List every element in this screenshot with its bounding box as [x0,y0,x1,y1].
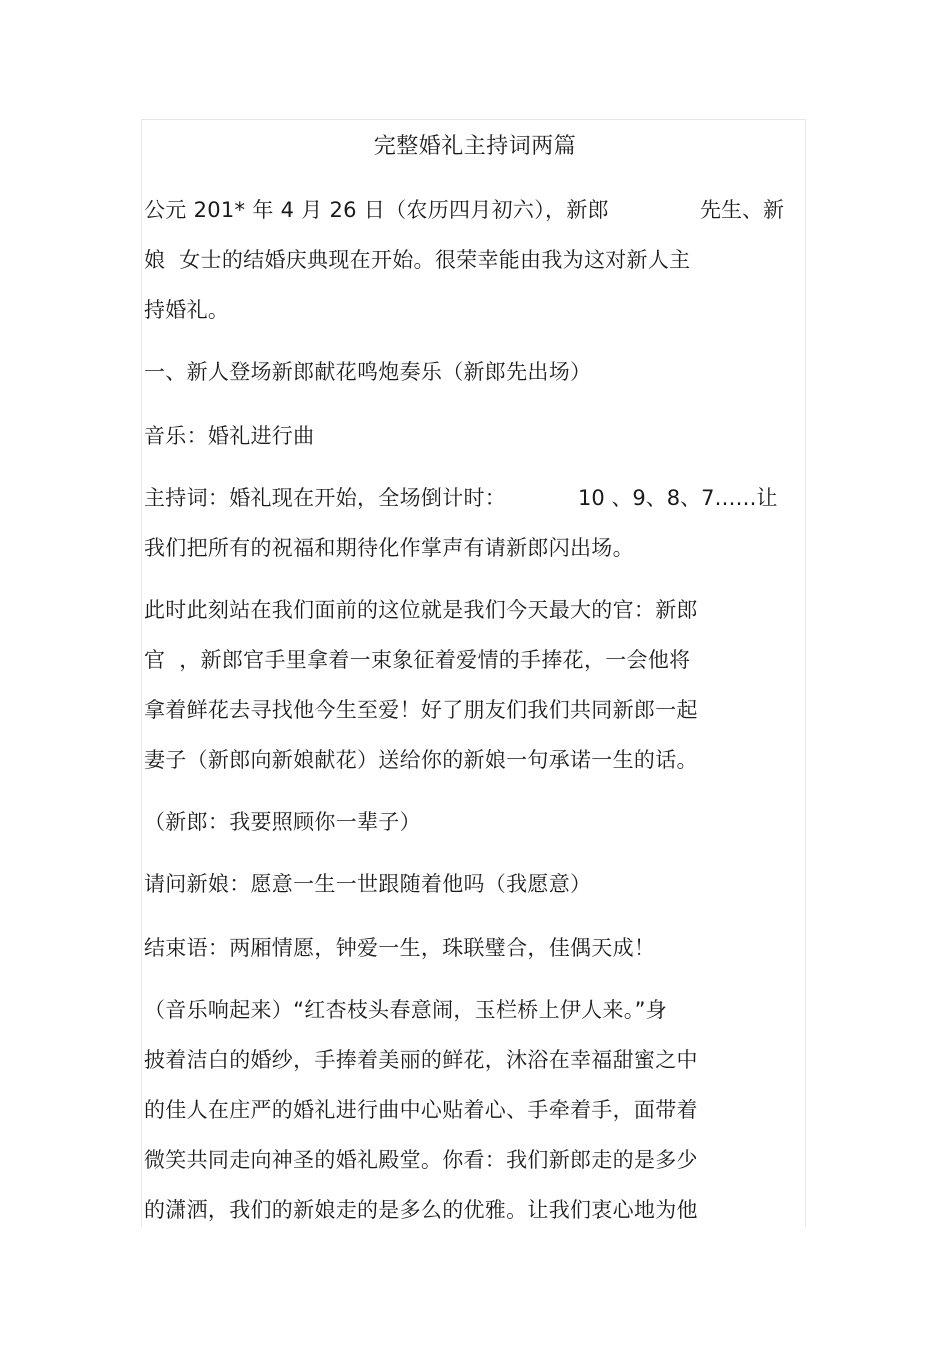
music-paragraph-line-4: 微笑共同走向神圣的婚礼殿堂。你看：我们新郎走的是多少 [144,1148,698,1172]
music-paragraph-line-5: 的潇洒，我们的新娘走的是多么的优雅。让我们衷心地为他 [144,1198,698,1222]
intro-line-1b: 先生、新 [700,198,784,222]
music-paragraph-line-3: 的佳人在庄严的婚礼进行曲中心贴着心、手牵着手，面带着 [144,1098,698,1122]
intro-line-1a: 公元 201* 年 4 月 26 日（农历四月初六），新郎 [144,198,609,222]
host-words-line-2: 我们把所有的祝福和期待化作掌声有请新郎闪出场。 [144,536,634,560]
document-title: 完整婚礼主持词两篇 [373,134,577,159]
intro-line-3: 持婚礼。 [144,298,230,322]
groom-paragraph-line-2: 官 ，新郎官手里拿着一束象征着爱情的手捧花，一会他将 [144,648,691,672]
intro-line-2: 娘 女士的结婚庆典现在开始。很荣幸能由我为这对新人主 [144,248,691,272]
music-line: 音乐：婚礼进行曲 [144,424,315,448]
music-paragraph-line-2: 披着洁白的婚纱，手捧着美丽的鲜花，沐浴在幸福甜蜜之中 [144,1048,698,1072]
groom-reply: （新郎：我要照顾你一辈子） [144,810,421,834]
host-words-line-1a: 主持词：婚礼现在开始，全场倒计时： [144,486,507,510]
groom-paragraph-line-1: 此时此刻站在我们面前的这位就是我们今天最大的官：新郎 [144,598,698,622]
host-words-line-1b: 10 、9、8、7……让 [578,486,778,510]
groom-paragraph-line-3: 拿着鲜花去寻找他今生至爱！好了朋友们我们共同新郎一起 [144,698,698,722]
music-paragraph-line-1: （音乐响起来）“红杏枝头春意闹，玉栏桥上伊人来。”身 [144,998,668,1022]
section1-heading: 一、新人登场新郎献花鸣炮奏乐（新郎先出场） [144,360,592,384]
groom-paragraph-line-4: 妻子（新郎向新娘献花）送给你的新娘一句承诺一生的话。 [144,748,698,772]
closing-line: 结束语：两厢情愿，钟爱一生，珠联璧合，佳偶天成！ [144,936,656,960]
ask-bride: 请问新娘：愿意一生一世跟随着他吗（我愿意） [144,872,592,896]
